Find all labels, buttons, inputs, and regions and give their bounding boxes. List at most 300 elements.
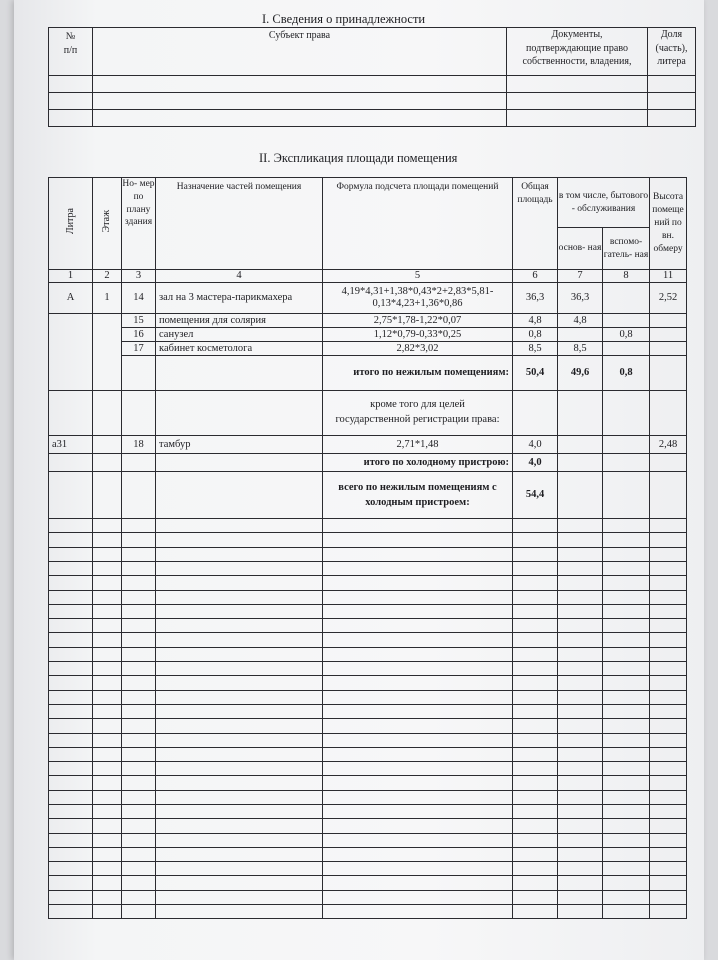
blank-cell [122, 762, 156, 776]
row14-num: 14 [122, 283, 156, 314]
blank-cell [49, 704, 93, 718]
blank-cell [323, 719, 513, 733]
blank-cell [603, 633, 650, 647]
blank-cell [650, 690, 687, 704]
blank-cell [93, 533, 122, 547]
blank-cell [93, 790, 122, 804]
blank-cell [49, 805, 93, 819]
blank-cell [513, 604, 558, 618]
blank-cell [156, 819, 323, 833]
blank-table-row [49, 676, 687, 690]
header-plan-num: Но- мер по плану здания [122, 178, 156, 270]
blank-cell [513, 876, 558, 890]
blank-cell [122, 676, 156, 690]
blank-cell [93, 676, 122, 690]
blank-cell [603, 862, 650, 876]
blank-cell [93, 776, 122, 790]
blank-table-row [49, 561, 687, 575]
vestibule-height: 2,48 [650, 436, 687, 454]
row15-aux [603, 314, 650, 328]
blank-cell [558, 819, 603, 833]
blank-cell [156, 762, 323, 776]
blank-cell [558, 576, 603, 590]
blank-cell [513, 719, 558, 733]
blank-cell [93, 619, 122, 633]
blank-cell [603, 619, 650, 633]
blank-cell [49, 690, 93, 704]
blank-cell [558, 704, 603, 718]
blank-table-row [49, 704, 687, 718]
explication-table [48, 177, 687, 919]
blank-table-row [49, 905, 687, 919]
grand-total-value: 54,4 [513, 472, 558, 519]
blank-cell [558, 833, 603, 847]
blank-table-row [49, 747, 687, 761]
blank-table-row [49, 519, 687, 533]
vestibule-litera: а31 [49, 436, 93, 454]
blank-cell [49, 719, 93, 733]
header-incl: в том числе, бытового - обслуживания [558, 178, 650, 228]
blank-cell [558, 647, 603, 661]
blank-cell [513, 776, 558, 790]
blank-cell [49, 847, 93, 861]
blank-cell [122, 862, 156, 876]
blank-cell [558, 733, 603, 747]
section1-title: I. Сведения о принадлежности [262, 12, 426, 26]
ownership-table [48, 27, 696, 127]
blank-cell [122, 576, 156, 590]
blank-cell [603, 805, 650, 819]
blank-cell [603, 762, 650, 776]
blank-cell [650, 819, 687, 833]
row14-main: 36,3 [558, 283, 603, 314]
blank-cell [650, 561, 687, 575]
cold-total-value: 4,0 [513, 454, 558, 472]
blank-cell [323, 619, 513, 633]
blank-cell [122, 561, 156, 575]
subtotal-blank [650, 356, 687, 391]
blank-cell [156, 633, 323, 647]
blank-cell [558, 905, 603, 919]
blank-cell [323, 690, 513, 704]
blank-cell [156, 690, 323, 704]
owners-empty-cell [93, 76, 507, 93]
blank-cell [156, 733, 323, 747]
row14-aux [603, 283, 650, 314]
blank-cell [156, 847, 323, 861]
blank-cell [513, 747, 558, 761]
blank-cell [122, 704, 156, 718]
blank-cell [603, 876, 650, 890]
grand-blank [558, 472, 603, 519]
row15-name: помещения для солярия [156, 314, 323, 328]
blank-table-row [49, 662, 687, 676]
blank-cell [513, 633, 558, 647]
row16-formula: 1,12*0,79-0,33*0,25 [323, 328, 513, 342]
blank-cell [93, 604, 122, 618]
blank-cell [558, 519, 603, 533]
blank-cell [156, 862, 323, 876]
subtotal-blank [156, 356, 323, 391]
blank-cell [323, 704, 513, 718]
blank-cell [603, 704, 650, 718]
blank-table-row [49, 762, 687, 776]
blank-table-row [49, 590, 687, 604]
blank-cell [603, 690, 650, 704]
blank-cell [156, 905, 323, 919]
blank-cell [122, 547, 156, 561]
blank-table-row [49, 719, 687, 733]
vestibule-total: 4,0 [513, 436, 558, 454]
blank-table-row [49, 690, 687, 704]
blank-cell [513, 905, 558, 919]
blank-cell [122, 647, 156, 661]
row14-floor: 1 [93, 283, 122, 314]
owners-header-num: № п/п [49, 28, 93, 76]
blank-cell [122, 590, 156, 604]
blank-cell [49, 561, 93, 575]
blank-cell [323, 805, 513, 819]
blank-cell [323, 604, 513, 618]
row17-name: кабинет косметолога [156, 342, 323, 356]
blank-cell [558, 762, 603, 776]
blank-cell [513, 690, 558, 704]
blank-cell [558, 776, 603, 790]
blank-cell [558, 561, 603, 575]
colnum: 3 [122, 270, 156, 283]
blank-cell [323, 876, 513, 890]
blank-cell [603, 905, 650, 919]
blank-cell [558, 619, 603, 633]
blank-table-row [49, 876, 687, 890]
blank-cell [603, 719, 650, 733]
extra-blank [558, 391, 603, 436]
blank-cell [93, 719, 122, 733]
blank-cell [49, 547, 93, 561]
subtotal-aux: 0,8 [603, 356, 650, 391]
blank-cell [156, 604, 323, 618]
blank-cell [650, 590, 687, 604]
vestibule-name: тамбур [156, 436, 323, 454]
blank-cell [49, 833, 93, 847]
blank-cell [650, 676, 687, 690]
extra-label: кроме того для целей государственной регистрации права: [323, 391, 513, 436]
owners-header-docs: Документы, подтверждающие право собственности, владения, [507, 28, 648, 76]
blank-cell [156, 676, 323, 690]
vestibule-num: 18 [122, 436, 156, 454]
blank-cell [122, 905, 156, 919]
blank-cell [603, 890, 650, 904]
blank-cell [122, 776, 156, 790]
blank-cell [323, 576, 513, 590]
vestibule-floor [93, 436, 122, 454]
blank-cell [513, 704, 558, 718]
blank-table-row [49, 890, 687, 904]
blank-cell [122, 747, 156, 761]
extra-blank [603, 391, 650, 436]
owners-empty-cell [93, 93, 507, 110]
blank-cell [49, 819, 93, 833]
subtotal-total: 50,4 [513, 356, 558, 391]
extra-blank [122, 391, 156, 436]
blank-table-row [49, 862, 687, 876]
blank-cell [650, 905, 687, 919]
blank-cell [650, 719, 687, 733]
cold-blank [156, 454, 323, 472]
blank-cell [650, 862, 687, 876]
header-floor-text: Этаж [101, 210, 112, 233]
blank-cell [558, 890, 603, 904]
row14-name: зал на 3 мастера-парикмахера [156, 283, 323, 314]
blank-cell [156, 747, 323, 761]
blank-cell [93, 662, 122, 676]
blank-cell [558, 533, 603, 547]
blank-cell [156, 805, 323, 819]
blank-cell [650, 619, 687, 633]
colnum: 4 [156, 270, 323, 283]
blank-cell [650, 747, 687, 761]
litera-blank [49, 314, 93, 391]
blank-table-row [49, 533, 687, 547]
blank-cell [156, 561, 323, 575]
blank-cell [49, 662, 93, 676]
blank-cell [93, 805, 122, 819]
blank-cell [156, 876, 323, 890]
blank-table-row [49, 633, 687, 647]
cold-total-label: итого по холодному пристрою: [323, 454, 513, 472]
blank-cell [650, 647, 687, 661]
blank-cell [49, 590, 93, 604]
extra-blank [93, 391, 122, 436]
blank-table-row [49, 819, 687, 833]
blank-cell [122, 604, 156, 618]
blank-cell [650, 576, 687, 590]
blank-cell [323, 633, 513, 647]
blank-cell [156, 619, 323, 633]
blank-cell [156, 662, 323, 676]
blank-cell [558, 590, 603, 604]
blank-cell [558, 547, 603, 561]
blank-cell [603, 576, 650, 590]
header-height: Высота помеще ний по вн. обмеру [650, 178, 687, 270]
blank-cell [49, 619, 93, 633]
blank-cell [49, 890, 93, 904]
blank-cell [49, 876, 93, 890]
blank-cell [650, 547, 687, 561]
blank-cell [513, 662, 558, 676]
blank-cell [558, 790, 603, 804]
blank-cell [513, 762, 558, 776]
blank-cell [650, 704, 687, 718]
blank-cell [93, 905, 122, 919]
blank-cell [122, 719, 156, 733]
row17-main: 8,5 [558, 342, 603, 356]
blank-cell [49, 790, 93, 804]
blank-table-row [49, 776, 687, 790]
row16-aux: 0,8 [603, 328, 650, 342]
blank-cell [513, 647, 558, 661]
owners-empty-cell [507, 110, 648, 127]
blank-cell [122, 519, 156, 533]
row15-total: 4,8 [513, 314, 558, 328]
blank-cell [323, 847, 513, 861]
header-aux: вспомо- гатель- ная [603, 228, 650, 270]
blank-cell [156, 519, 323, 533]
colnum: 6 [513, 270, 558, 283]
blank-cell [513, 590, 558, 604]
row15-main: 4,8 [558, 314, 603, 328]
grand-blank [650, 472, 687, 519]
blank-cell [558, 690, 603, 704]
row15-formula: 2,75*1,78-1,22*0,07 [323, 314, 513, 328]
blank-cell [558, 676, 603, 690]
blank-cell [49, 733, 93, 747]
blank-cell [122, 619, 156, 633]
blank-table-row [49, 733, 687, 747]
blank-cell [650, 533, 687, 547]
blank-cell [156, 719, 323, 733]
cold-blank [93, 454, 122, 472]
blank-cell [603, 676, 650, 690]
grand-blank [122, 472, 156, 519]
blank-cell [323, 590, 513, 604]
blank-table-row [49, 647, 687, 661]
blank-cell [323, 890, 513, 904]
cold-blank [122, 454, 156, 472]
blank-cell [323, 833, 513, 847]
cold-blank [558, 454, 603, 472]
blank-cell [93, 590, 122, 604]
blank-cell [93, 876, 122, 890]
blank-cell [323, 862, 513, 876]
blank-cell [650, 833, 687, 847]
blank-table-row [49, 790, 687, 804]
blank-cell [49, 862, 93, 876]
owners-empty-cell [507, 93, 648, 110]
blank-table-row [49, 619, 687, 633]
blank-cell [323, 790, 513, 804]
extra-blank [650, 391, 687, 436]
blank-cell [650, 662, 687, 676]
colnum: 5 [323, 270, 513, 283]
blank-cell [650, 762, 687, 776]
blank-cell [122, 819, 156, 833]
blank-cell [156, 647, 323, 661]
blank-cell [156, 590, 323, 604]
blank-cell [93, 690, 122, 704]
blank-cell [323, 776, 513, 790]
header-main: основ- ная [558, 228, 603, 270]
blank-cell [513, 833, 558, 847]
blank-cell [156, 547, 323, 561]
colnum: 2 [93, 270, 122, 283]
blank-cell [650, 604, 687, 618]
blank-cell [650, 805, 687, 819]
blank-cell [513, 519, 558, 533]
blank-table-row [49, 576, 687, 590]
blank-cell [603, 747, 650, 761]
owners-empty-cell [93, 110, 507, 127]
blank-cell [323, 561, 513, 575]
blank-cell [513, 576, 558, 590]
blank-cell [49, 633, 93, 647]
blank-cell [49, 533, 93, 547]
blank-cell [49, 647, 93, 661]
blank-cell [650, 633, 687, 647]
grand-blank [93, 472, 122, 519]
blank-cell [93, 862, 122, 876]
blank-cell [93, 890, 122, 904]
blank-cell [603, 647, 650, 661]
blank-cell [513, 805, 558, 819]
subtotal-label: итого по нежилым помещениям: [323, 356, 513, 391]
colnum: 11 [650, 270, 687, 283]
blank-cell [650, 890, 687, 904]
row14-total: 36,3 [513, 283, 558, 314]
blank-cell [323, 676, 513, 690]
blank-cell [93, 647, 122, 661]
blank-cell [93, 704, 122, 718]
blank-cell [603, 776, 650, 790]
blank-cell [603, 819, 650, 833]
blank-cell [49, 519, 93, 533]
blank-cell [122, 890, 156, 904]
owners-header-subject: Субъект права [93, 28, 507, 76]
blank-cell [650, 776, 687, 790]
blank-cell [323, 519, 513, 533]
blank-cell [558, 862, 603, 876]
blank-cell [93, 561, 122, 575]
blank-cell [558, 719, 603, 733]
blank-cell [513, 547, 558, 561]
floor-blank [93, 314, 122, 391]
blank-cell [122, 847, 156, 861]
vestibule-blank [558, 436, 603, 454]
blank-cell [513, 733, 558, 747]
blank-cell [603, 833, 650, 847]
blank-cell [558, 847, 603, 861]
blank-cell [513, 790, 558, 804]
blank-cell [603, 604, 650, 618]
row16-main [558, 328, 603, 342]
blank-cell [603, 519, 650, 533]
blank-cell [558, 805, 603, 819]
blank-table-row [49, 833, 687, 847]
blank-cell [93, 819, 122, 833]
blank-cell [323, 662, 513, 676]
row17-num: 17 [122, 342, 156, 356]
blank-cell [650, 847, 687, 861]
blank-cell [558, 604, 603, 618]
blank-cell [513, 533, 558, 547]
blank-cell [93, 747, 122, 761]
blank-cell [323, 819, 513, 833]
row16-num: 16 [122, 328, 156, 342]
header-litera-text: Литра [64, 208, 76, 235]
header-floor [93, 178, 122, 270]
subtotal-main: 49,6 [558, 356, 603, 391]
blank-cell [49, 905, 93, 919]
owners-empty-cell [648, 76, 696, 93]
header-litera [49, 178, 93, 270]
header-total: Общая площадь [513, 178, 558, 270]
blank-cell [513, 676, 558, 690]
blank-cell [122, 805, 156, 819]
owners-empty-cell [507, 76, 648, 93]
grand-blank [603, 472, 650, 519]
row14-height: 2,52 [650, 283, 687, 314]
blank-cell [603, 847, 650, 861]
